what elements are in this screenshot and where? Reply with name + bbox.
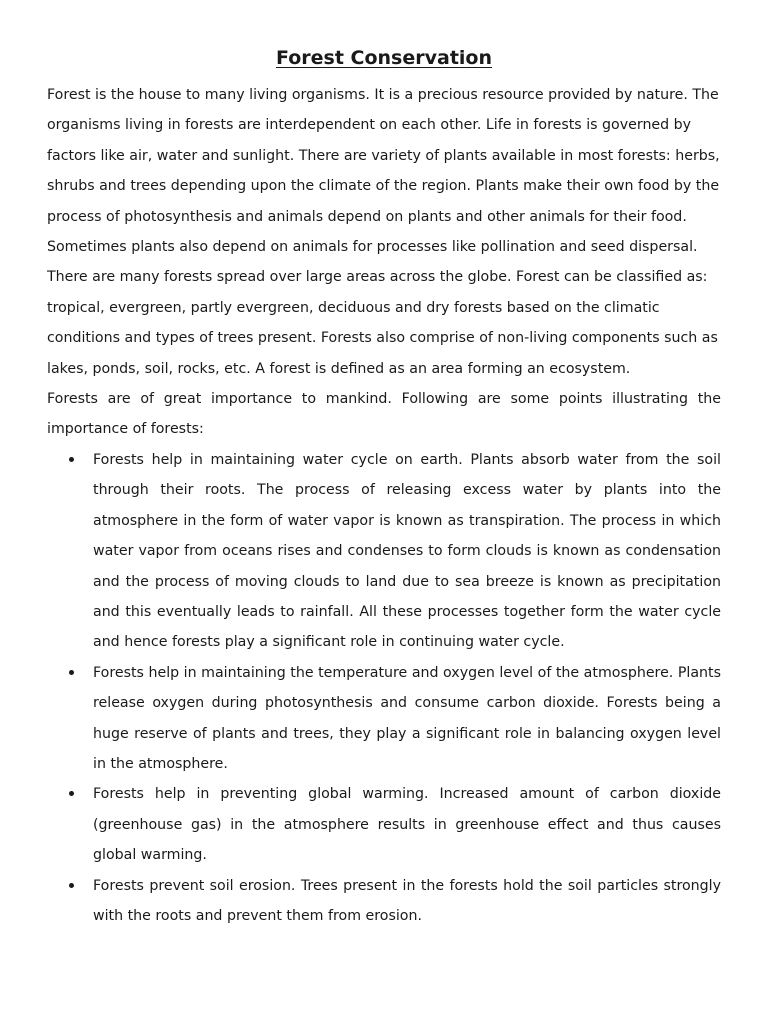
- intro-paragraph: Forest is the house to many living organisms. It is a precious resource provided by nature. The organisms living in forests are interdependent on each other. Life in forests is governed by factors like air, water and sunlight. There are variety of plants available in most forests: herbs, shrubs and trees depending upon the climate of the region. Plants make their own food by the process of photosynthesis and animals depend on plants and other animals for their food. Sometimes plants also depend on animals for processes like pollination and seed dispersal. There are many forests spread over large areas across the globe. Forest can be classified as: tropical, evergreen, partly evergreen, deciduous and dry forests based on the climatic conditions and types of trees present. Forests also comprise of non-living components such as lakes, ponds, soil, rocks, etc. A forest is defined as an area forming an ecosystem.: [47, 87, 720, 377]
- importance-intro-paragraph: Forests are of great importance to mankind. Following are some points illustrating the importance of forests:: [47, 391, 721, 438]
- list-item-text: Forests help in preventing global warming. Increased amount of carbon dioxide (greenhouse gas) in the atmosphere results in greenhouse effect and thus causes global warming.: [93, 786, 721, 864]
- list-item: [93, 779, 721, 870]
- bullet-icon: [69, 670, 74, 675]
- bullet-icon: [69, 883, 74, 888]
- list-item-text: Forests help in maintaining the temperature and oxygen level of the atmosphere. Plants release oxygen during photosynthesis and consume carbon dioxide. Forests being a huge reserve of plants and trees, they play a significant role in balancing oxygen level in the atmosphere.: [93, 664, 721, 772]
- list-item-text: Forests help in maintaining water cycle on earth. Plants absorb water from the soil through their roots. The process of releasing excess water by plants into the atmosphere in the form of water vapor is known as transpiration. The process in which water vapor from oceans rises and condenses to form clouds is known as condensation and the process of moving clouds to land due to sea breeze is known as precipitation and this eventually leads to rainfall. All these processes together form the water cycle and hence forests play a significant role in continuing water cycle.: [93, 451, 721, 651]
- list-item: [93, 445, 721, 658]
- bullet-icon: [69, 791, 74, 796]
- page-title: Forest Conservation: [276, 47, 492, 69]
- list-item-text: Forests prevent soil erosion. Trees present in the forests hold the soil particles strongly with the roots and prevent them from erosion.: [93, 877, 721, 924]
- bullet-icon: [69, 457, 74, 462]
- document-body: [47, 80, 721, 931]
- list-item: [93, 871, 721, 932]
- list-item: [93, 658, 721, 780]
- importance-bullet-list: [47, 445, 721, 932]
